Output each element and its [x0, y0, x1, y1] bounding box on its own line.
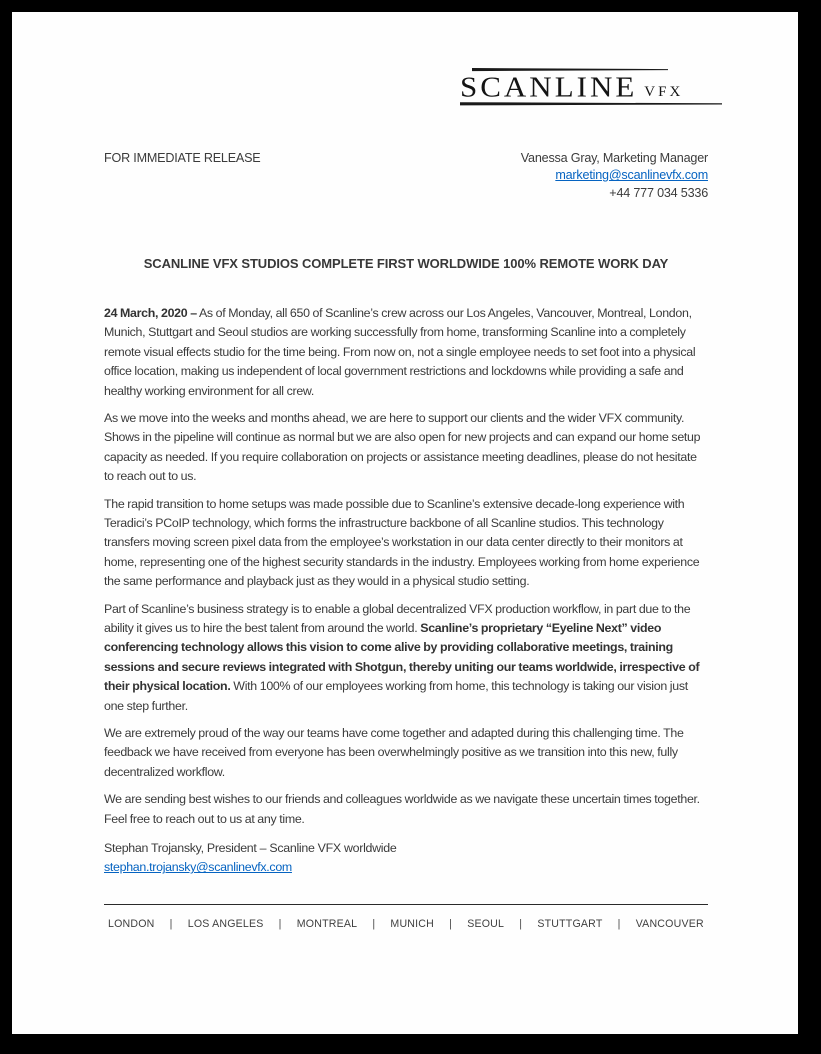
footer-city-seoul: SEOUL — [467, 917, 505, 930]
paragraph-4-bold: Scanline’s proprietary “Eyeline Next” video conferencing technology allows this vision to come alive by providing collaborative meetings, training sessions and secure reviews integrated with Shotgun, thereby uniting our teams worldwide, irrespective of their physical location. — [104, 620, 700, 694]
paragraph-1-date: 24 March, 2020 – — [104, 305, 197, 320]
release-label: FOR IMMEDIATE RELEASE — [104, 151, 261, 165]
paragraph-1 — [104, 304, 708, 401]
press-release-page — [12, 12, 798, 1034]
footer-separator: | — [278, 917, 282, 930]
header-row — [104, 150, 708, 202]
footer-city-montreal: MONTREAL — [296, 917, 358, 930]
footer-separator: | — [519, 917, 523, 930]
headline: SCANLINE VFX STUDIOS COMPLETE FIRST WORLDWIDE 100% REMOTE WORK DAY — [143, 255, 669, 271]
paragraph-4-outro: With 100% of our employees working from home, this technology is taking our vision just one step further. — [104, 679, 688, 713]
footer-rule — [104, 904, 708, 905]
logo-text — [460, 70, 722, 101]
logo-suffix: VFX — [644, 84, 684, 100]
footer-city-list — [104, 918, 708, 930]
contact-block — [521, 150, 708, 202]
paragraph-4-intro: Part of Scanline’s business strategy is to enable a global decentralized VFX production workflow, in part due to the ability it gives us to hire the best talent from around the world. — [104, 601, 691, 635]
logo-wordmark: SCANLINE — [460, 70, 638, 103]
footer-city-munich: MUNICH — [390, 917, 434, 930]
scanline-logo — [460, 68, 722, 106]
paragraph-1-text: As of Monday, all 650 of Scanline’s crew across our Los Angeles, Vancouver, Montreal, London, Munich, Stuttgart and Seoul studios are working successfully from home, transforming Scanline into a completely remote visual effects studio for the time being. From now on, not a single employee needs to set foot into a physical office location, making us independent of local government restrictions and lockdowns while providing a safe and healthy working environment for all crew. — [104, 305, 696, 398]
footer-city-london: LONDON — [108, 917, 155, 930]
contact-name: Vanessa Gray, Marketing Manager — [520, 151, 708, 165]
footer-separator: | — [372, 917, 376, 930]
contact-phone: +44 777 034 5336 — [609, 185, 708, 200]
signature-email-link[interactable]: stephan.trojansky@scanlinevfx.com — [104, 860, 292, 875]
footer-separator: | — [617, 917, 621, 930]
signature-line: Stephan Trojansky, President – Scanline VFX worldwide — [104, 841, 397, 856]
footer-city-vancouver: VANCOUVER — [635, 917, 704, 930]
body-copy — [104, 304, 708, 829]
paragraph-3: The rapid transition to home setups was made possible due to Scanline’s extensive decade-long experience with Teradici’s PCoIP technology, which forms the infrastructure backbone of all Scanline studios. This technology transfers moving screen pixel data from the employee’s workstation in our data center directly to their monitors at home, representing one of the highest security standards in the industry. Employees working from home experience the same performance and playback just as they would in a physical studio setting. — [104, 496, 700, 589]
paragraph-5: We are extremely proud of the way our teams have come together and adapted during this challenging time. The feedback we have received from everyone has been overwhelmingly positive as we transition into this new, fully decentralized workflow. — [104, 726, 684, 779]
signature-block — [104, 839, 708, 878]
footer-city-los-angeles: LOS ANGELES — [187, 917, 264, 930]
paragraph-6: We are sending best wishes to our friends and colleagues worldwide as we navigate these uncertain times together. Feel free to reach out to us at any time. — [104, 792, 700, 826]
paragraph-4 — [104, 600, 708, 716]
contact-email-link[interactable]: marketing@scanlinevfx.com — [555, 168, 708, 183]
footer-city-stuttgart: STUTTGART — [537, 917, 603, 930]
footer-separator: | — [449, 917, 453, 930]
footer-separator: | — [169, 917, 173, 930]
paragraph-2: As we move into the weeks and months ahead, we are here to support our clients and the wider VFX community. Shows in the pipeline will continue as normal but we are also open for new projects and can expand our home setup capacity as needed. If you require collaboration on projects or assistance meeting deadlines, please do not hesitate to reach out to us. — [104, 410, 701, 484]
